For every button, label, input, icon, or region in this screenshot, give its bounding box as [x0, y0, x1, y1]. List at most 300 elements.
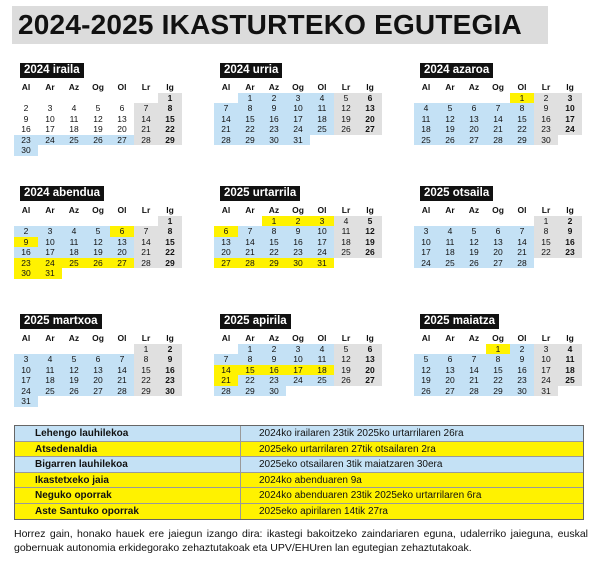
empty-day — [286, 386, 310, 397]
empty-day — [438, 93, 462, 104]
calendar-day: 24 — [38, 135, 62, 146]
empty-day — [438, 344, 462, 355]
weekday-header: Lr — [141, 333, 151, 343]
calendar-day: 27 — [462, 135, 486, 146]
calendar-day: 29 — [238, 135, 262, 146]
calendar-day: 26 — [462, 258, 486, 269]
weekday-header: Og — [292, 205, 304, 215]
weekday-header: Al — [21, 333, 31, 343]
calendar-day: 5 — [334, 93, 358, 104]
calendar-day: 6 — [358, 344, 382, 355]
calendar-day: 20 — [358, 365, 382, 376]
calendar-day: 15 — [486, 365, 510, 376]
calendar-day: 15 — [158, 237, 182, 248]
calendar-day: 11 — [310, 354, 334, 365]
calendar-day: 8 — [486, 354, 510, 365]
calendar-day: 30 — [158, 386, 182, 397]
calendar-day: 27 — [110, 258, 134, 269]
weekday-header: Ig — [366, 82, 374, 92]
calendar-day: 9 — [510, 354, 534, 365]
empty-day — [534, 258, 558, 269]
month-title: 2025 maiatza — [420, 314, 499, 329]
calendar-day: 4 — [558, 344, 582, 355]
calendar-day: 23 — [14, 135, 38, 146]
calendar-day: 1 — [262, 216, 286, 227]
calendar-day: 3 — [38, 226, 62, 237]
calendar-day: 24 — [14, 386, 38, 397]
month-title: 2025 martxoa — [20, 314, 102, 329]
calendar-day: 5 — [414, 354, 438, 365]
calendar-day: 27 — [358, 124, 382, 135]
calendar-day: 8 — [534, 226, 558, 237]
weekday-header: Og — [292, 82, 304, 92]
weekday-header: Az — [68, 205, 80, 215]
calendar-day: 11 — [69, 113, 79, 124]
calendar-day: 28 — [134, 135, 158, 146]
weekday-header: Az — [468, 333, 480, 343]
empty-day — [14, 216, 38, 227]
empty-day — [558, 386, 582, 397]
calendar-day: 23 — [262, 124, 286, 135]
weekday-header: Og — [492, 205, 504, 215]
legend-label: Bigarren lauhilekoa — [15, 457, 241, 472]
weekday-header: Ar — [245, 82, 255, 92]
calendar-day: 30 — [14, 268, 38, 279]
empty-day — [358, 386, 382, 397]
empty-day — [62, 216, 86, 227]
weekday-header: Ol — [317, 205, 327, 215]
calendar-day: 25 — [334, 247, 358, 258]
empty-day — [134, 93, 158, 104]
calendar-day: 30 — [262, 135, 286, 146]
weekday-header: Ig — [366, 333, 374, 343]
calendar-day: 24 — [286, 375, 310, 386]
empty-day — [62, 145, 86, 156]
calendar-day: 17 — [414, 247, 438, 258]
calendar-day: 27 — [110, 135, 134, 146]
calendar-day: 15 — [262, 237, 286, 248]
calendar-day: 26 — [86, 135, 110, 146]
calendar-day: 3 — [534, 344, 558, 355]
calendar-day: 9 — [158, 354, 182, 365]
calendar-day: 29 — [238, 386, 262, 397]
calendar-day: 25 — [310, 375, 334, 386]
calendar-day: 6 — [358, 93, 382, 104]
calendar-day: 7 — [214, 103, 238, 114]
weekday-header: Ar — [445, 333, 455, 343]
calendar-day: 18 — [69, 124, 79, 134]
calendar-day: 21 — [110, 375, 134, 386]
empty-day — [158, 268, 182, 279]
weekday-header: Ig — [566, 205, 574, 215]
calendar-day: 20 — [438, 375, 462, 386]
legend-row — [15, 457, 583, 473]
calendar-day: 25 — [62, 258, 86, 269]
calendar-day: 22 — [510, 124, 534, 135]
month-calendar — [214, 60, 384, 145]
calendar-day: 31 — [286, 135, 310, 146]
calendar-day: 11 — [334, 226, 358, 237]
calendar-day: 12 — [414, 365, 438, 376]
calendar-day: 23 — [262, 375, 286, 386]
calendar-day: 4 — [310, 344, 334, 355]
calendar-day: 13 — [358, 103, 382, 114]
calendar-day: 10 — [558, 103, 582, 114]
calendar-day: 8 — [134, 354, 158, 365]
calendar-day: 31 — [14, 396, 38, 407]
calendar-day: 30 — [286, 258, 310, 269]
weekday-header: Al — [21, 82, 31, 92]
calendar-day: 13 — [358, 354, 382, 365]
weekday-header: Al — [421, 82, 431, 92]
calendar-day: 12 — [462, 237, 486, 248]
calendar-day: 26 — [62, 386, 86, 397]
calendar-day: 7 — [134, 103, 158, 114]
calendar-day: 13 — [462, 114, 486, 125]
weekday-header: Og — [292, 333, 304, 343]
calendar-day: 20 — [117, 124, 127, 134]
calendar-day: 7 — [134, 226, 158, 237]
calendar-day: 17 — [310, 237, 334, 248]
calendar-day: 6 — [438, 354, 462, 365]
calendar-day: 11 — [38, 365, 62, 376]
calendar-day: 8 — [510, 103, 534, 114]
calendar-day: 13 — [117, 113, 127, 124]
calendar-day: 10 — [286, 103, 310, 114]
empty-day — [134, 145, 158, 156]
calendar-day: 29 — [158, 135, 182, 146]
calendar-day: 15 — [134, 365, 158, 376]
calendar-day: 27 — [486, 258, 510, 269]
calendar-day: 3 — [414, 226, 438, 237]
calendar-day: 17 — [534, 365, 558, 376]
calendar-day: 5 — [438, 103, 462, 114]
page-title: 2024-2025 IKASTURTEKO EGUTEGIA — [12, 6, 548, 44]
empty-day — [462, 344, 486, 355]
calendar-day: 27 — [358, 375, 382, 386]
calendar-day: 16 — [558, 237, 582, 248]
calendar-day: 1 — [238, 93, 262, 104]
calendar-day: 13 — [110, 237, 134, 248]
calendar-day: 24 — [38, 258, 62, 269]
calendar-day: 2 — [558, 216, 582, 227]
empty-day — [14, 93, 38, 104]
calendar-day: 14 — [462, 365, 486, 376]
calendar-day: 29 — [510, 135, 534, 146]
weekday-header: Og — [92, 333, 104, 343]
legend-row — [15, 504, 583, 520]
month-title: 2025 otsaila — [420, 186, 493, 201]
calendar-day: 27 — [438, 386, 462, 397]
calendar-day: 20 — [86, 375, 110, 386]
weekday-header: Lr — [341, 333, 351, 343]
calendar-day: 7 — [214, 354, 238, 365]
calendar-day: 18 — [558, 365, 582, 376]
weekday-header: Ol — [517, 82, 527, 92]
calendar-day: 29 — [262, 258, 286, 269]
weekday-header: Ol — [117, 82, 127, 92]
empty-day — [558, 258, 582, 269]
calendar-day: 6 — [462, 103, 486, 114]
empty-day — [38, 344, 62, 355]
calendar-day: 4 — [62, 226, 86, 237]
calendar-day: 14 — [110, 365, 134, 376]
calendar-day: 4 — [38, 354, 62, 365]
legend-label: Lehengo lauhilekoa — [15, 426, 241, 441]
calendar-day: 19 — [438, 124, 462, 135]
month-calendar — [414, 60, 584, 145]
calendar-day: 7 — [486, 103, 510, 114]
calendar-day: 17 — [38, 247, 62, 258]
month-grid — [214, 82, 384, 145]
calendar-day: 8 — [238, 354, 262, 365]
empty-day — [414, 216, 438, 227]
calendar-day: 6 — [86, 354, 110, 365]
calendar-day: 14 — [238, 237, 262, 248]
weekday-header: Lr — [541, 333, 551, 343]
weekday-header: Ar — [45, 333, 55, 343]
calendar-day: 14 — [214, 365, 238, 376]
calendar-day: 22 — [534, 247, 558, 258]
calendar-day: 5 — [358, 216, 382, 227]
month-grid — [14, 205, 184, 279]
calendar-day: 25 — [62, 135, 86, 146]
legend-value: 2024ko abenduaren 9a — [259, 474, 362, 486]
footnote: Horrez gain, honako hauek ere jaiegun izango dira: ikastegi bakoitzeko zaindariaren eguna, udalerriko jaieguna, euskal gobernuak autonomia erkidegorako zehaztutakoak eta UPV/EHUren lan egutegian zehaztutakoak. — [14, 528, 588, 554]
weekday-header: Ig — [566, 82, 574, 92]
calendar-day: 24 — [286, 124, 310, 135]
empty-day — [414, 93, 438, 104]
empty-day — [62, 344, 86, 355]
month-calendar — [414, 183, 584, 268]
month-calendar — [14, 183, 184, 279]
calendar-day: 19 — [462, 247, 486, 258]
calendar-day: 25 — [438, 258, 462, 269]
calendar-day: 23 — [286, 247, 310, 258]
calendar-day: 9 — [14, 237, 38, 248]
empty-day — [62, 93, 86, 104]
calendar-day: 23 — [558, 247, 582, 258]
calendar-day: 18 — [414, 124, 438, 135]
calendar-day: 3 — [310, 216, 334, 227]
calendar-day: 14 — [134, 237, 158, 248]
calendar-day: 27 — [214, 258, 238, 269]
weekday-header: Ar — [45, 205, 55, 215]
month-grid — [14, 82, 184, 156]
calendar-day: 22 — [134, 375, 158, 386]
calendar-day: 4 — [438, 226, 462, 237]
calendar-day: 9 — [558, 226, 582, 237]
calendar-day: 28 — [510, 258, 534, 269]
calendar-day: 21 — [214, 124, 238, 135]
calendar-day: 16 — [286, 237, 310, 248]
calendar-day: 20 — [462, 124, 486, 135]
calendar-day: 25 — [558, 375, 582, 386]
calendar-day: 17 — [286, 365, 310, 376]
empty-day — [134, 216, 158, 227]
month-grid — [14, 333, 184, 407]
empty-day — [110, 396, 134, 407]
empty-day — [86, 145, 110, 156]
calendar-day: 31 — [534, 386, 558, 397]
calendar-day: 9 — [23, 113, 29, 124]
weekday-header: Ig — [566, 333, 574, 343]
empty-day — [86, 344, 110, 355]
weekday-header: Az — [68, 333, 80, 343]
calendar-day: 16 — [14, 247, 38, 258]
calendar-day: 22 — [238, 375, 262, 386]
calendar-day: 2 — [262, 344, 286, 355]
calendar-day: 21 — [214, 375, 238, 386]
empty-day — [38, 396, 62, 407]
empty-day — [462, 216, 486, 227]
legend-value: 2025eko otsailaren 3tik maiatzaren 30era — [259, 459, 443, 470]
calendar-day: 4 — [334, 216, 358, 227]
calendar-day: 24 — [414, 258, 438, 269]
weekday-header: Ol — [517, 205, 527, 215]
weekday-header: Ig — [166, 82, 174, 92]
empty-day — [110, 145, 134, 156]
calendar-day: 10 — [45, 113, 55, 124]
weekday-header: Lr — [341, 205, 351, 215]
month-grid — [414, 205, 584, 268]
empty-day — [238, 216, 262, 227]
calendar-day: 11 — [558, 354, 582, 365]
calendar-day: 25 — [414, 135, 438, 146]
calendar-day: 5 — [86, 226, 110, 237]
calendar-day: 12 — [438, 114, 462, 125]
calendar-day: 6 — [214, 226, 238, 237]
month-calendar — [214, 183, 384, 268]
weekday-header: Lr — [141, 205, 151, 215]
empty-day — [486, 93, 510, 104]
legend-label: Atsedenaldia — [15, 442, 241, 457]
calendar-day: 8 — [238, 103, 262, 114]
empty-day — [86, 268, 110, 279]
empty-day — [158, 145, 182, 156]
legend-label: Aste Santuko oporrak — [15, 504, 241, 520]
calendar-day: 26 — [86, 258, 110, 269]
month-title: 2024 iraila — [20, 63, 84, 78]
empty-day — [462, 93, 486, 104]
calendar-day: 1 — [158, 93, 182, 104]
calendar-day: 18 — [310, 114, 334, 125]
calendar-day: 2 — [23, 103, 29, 113]
calendar-day: 22 — [238, 124, 262, 135]
month-calendar — [214, 311, 384, 396]
weekday-header: Az — [268, 333, 280, 343]
calendar-day: 19 — [414, 375, 438, 386]
legend-table — [14, 425, 584, 520]
calendar-day: 2 — [14, 226, 38, 237]
weekday-header: Az — [268, 82, 280, 92]
weekday-header: Ar — [45, 82, 55, 92]
calendar-day: 22 — [158, 124, 182, 135]
calendar-day: 23 — [14, 258, 38, 269]
calendar-day: 15 — [534, 237, 558, 248]
calendar-day: 12 — [86, 237, 110, 248]
weekday-header: Og — [92, 82, 104, 92]
calendar-day: 24 — [534, 375, 558, 386]
empty-day — [110, 268, 134, 279]
calendar-day: 2 — [262, 93, 286, 104]
calendar-day: 5 — [95, 103, 101, 113]
month-title: 2024 urria — [220, 63, 282, 78]
weekday-header: Al — [21, 205, 31, 215]
calendar-day: 12 — [334, 354, 358, 365]
calendar-day: 30 — [14, 145, 38, 156]
calendar-day: 28 — [134, 258, 158, 269]
calendar-day: 29 — [134, 386, 158, 397]
empty-day — [110, 216, 134, 227]
calendar-day: 24 — [310, 247, 334, 258]
calendar-day: 19 — [358, 237, 382, 248]
calendar-day: 30 — [262, 386, 286, 397]
calendar-day: 30 — [534, 135, 558, 146]
weekday-header: Og — [92, 205, 104, 215]
calendar-day: 1 — [534, 216, 558, 227]
weekday-header: Al — [221, 333, 231, 343]
month-grid — [214, 333, 384, 396]
weekday-header: Og — [492, 333, 504, 343]
empty-day — [62, 268, 86, 279]
weekday-header: Ol — [517, 333, 527, 343]
calendar-day: 2 — [286, 216, 310, 227]
calendar-day: 19 — [334, 365, 358, 376]
month-title: 2025 urtarrila — [220, 186, 300, 201]
month-grid — [414, 82, 584, 145]
calendar-day: 1 — [134, 344, 158, 355]
calendar-day: 23 — [510, 375, 534, 386]
calendar-day: 17 — [45, 124, 55, 134]
weekday-header: Lr — [141, 82, 151, 92]
empty-day — [358, 135, 382, 146]
calendar-day: 9 — [262, 354, 286, 365]
empty-day — [86, 216, 110, 227]
empty-day — [358, 258, 382, 269]
calendar-day: 16 — [534, 114, 558, 125]
calendar-day: 21 — [510, 247, 534, 258]
calendar-day: 8 — [158, 226, 182, 237]
calendar-day: 13 — [438, 365, 462, 376]
weekday-header: Lr — [341, 82, 351, 92]
calendar-day: 2 — [158, 344, 182, 355]
legend-row — [15, 426, 583, 442]
legend-value: 2025eko urtarrilaren 27tik otsailaren 2ra — [259, 443, 436, 455]
calendar-day: 14 — [486, 114, 510, 125]
month-calendar — [414, 311, 584, 396]
calendar-day: 3 — [558, 93, 582, 104]
calendar-day: 19 — [93, 124, 103, 134]
calendar-day: 28 — [238, 258, 262, 269]
calendar-day: 21 — [134, 124, 158, 135]
calendar-day: 10 — [38, 237, 62, 248]
calendar-day: 1 — [510, 93, 534, 104]
calendar-day: 17 — [286, 114, 310, 125]
calendar-day: 12 — [93, 113, 103, 124]
calendar-day: 5 — [334, 344, 358, 355]
calendar-day: 13 — [86, 365, 110, 376]
calendar-day: 18 — [334, 237, 358, 248]
calendar-day: 17 — [558, 114, 582, 125]
calendar-day: 1 — [238, 344, 262, 355]
legend-label: Neguko oporrak — [15, 488, 241, 503]
weekday-header: Az — [268, 205, 280, 215]
legend-row — [15, 488, 583, 504]
calendar-day: 12 — [358, 226, 382, 237]
weekday-header: Az — [68, 82, 80, 92]
calendar-day: 29 — [158, 258, 182, 269]
